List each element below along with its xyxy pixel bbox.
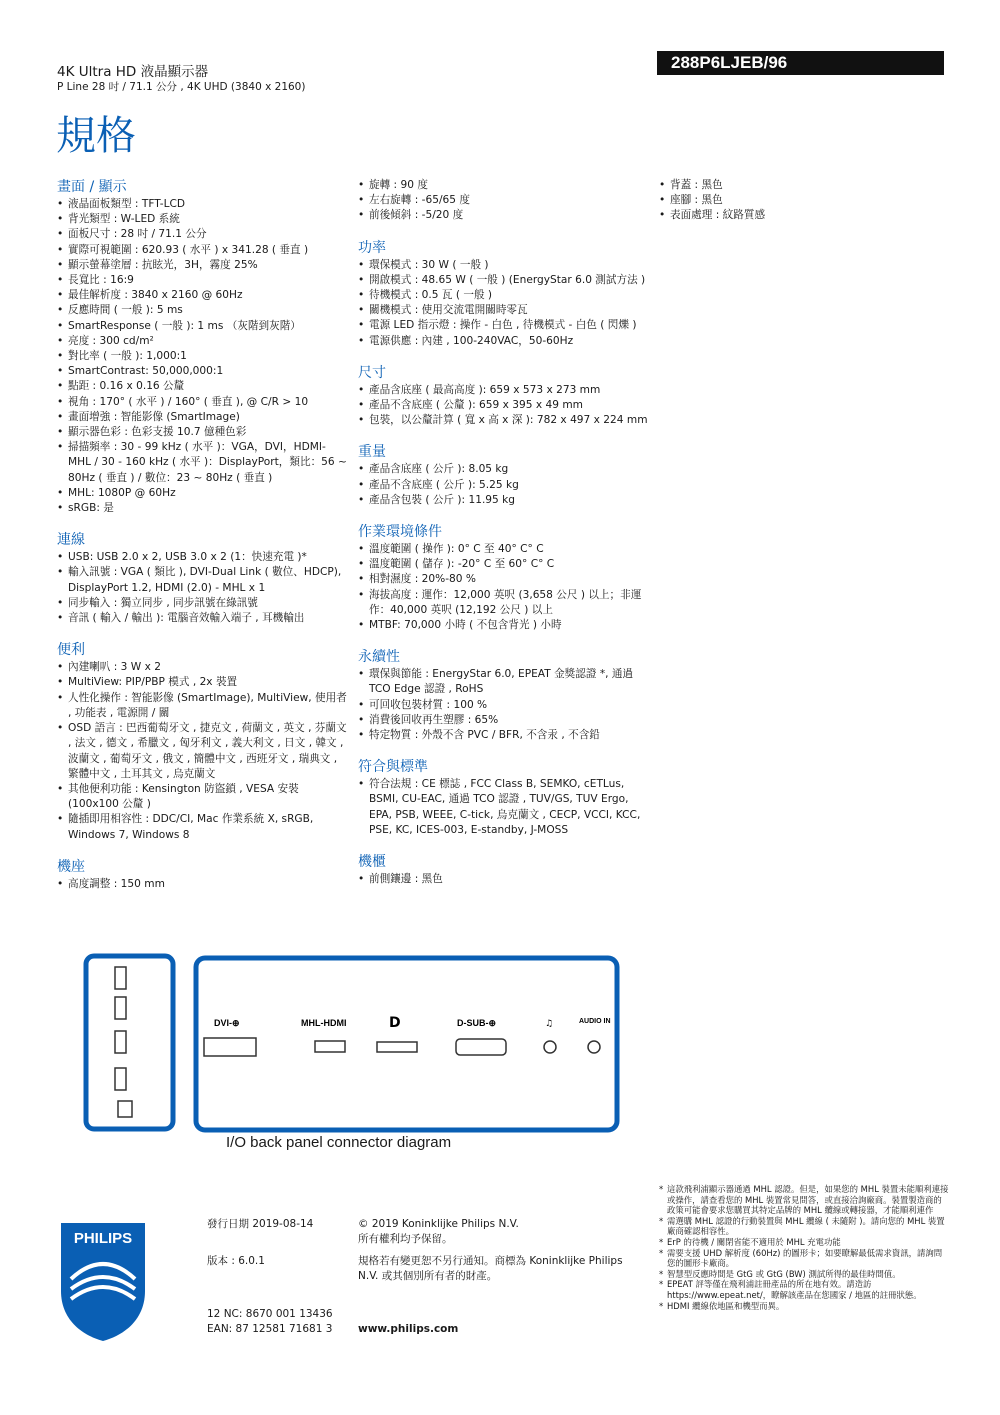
section-heading: 畫面 / 顯示 [57,179,127,195]
spec-item: • 環保模式 : 30 W ( 一般 ) [358,258,648,273]
spec-item: • 顯示螢幕塗層 : 抗眩光，3H，霧度 25% [57,258,347,273]
disclaimer: 規格若有變更恕不另行通知。商標為 Koninklijke Philips N.V. 或其個別所有者的財產。 [358,1255,623,1282]
spec-item: • 高度調整 : 150 mm [57,877,347,892]
spec-item: • 其他便利功能 : Kensington 防盜鎖 , VESA 安裝 (100x100 公釐 ) [57,782,347,812]
spec-section [358,178,648,224]
spec-item: • 顯示器色彩 : 色彩支援 10.7 億種色彩 [57,425,347,440]
spec-item: • 背光類型 : W-LED 系統 [57,212,347,227]
connector-diagram [83,953,623,1143]
spec-item: • 液晶面板類型 : TFT-LCD [57,197,347,212]
footnote: * EPEAT 評等僅在飛利浦註冊產品的所在地有效。請造訪 https://www.epeat.net/，瞭解該產品在您國家 / 地區的註冊狀態。 [659,1279,949,1300]
spec-item: • 音訊 ( 輸入 / 輸出 ): 電腦音效輸入端子 , 耳機輸出 [57,611,347,626]
spec-item: • 表面處理 : 紋路質感 [659,208,949,223]
diagram-caption: I/O back panel connector diagram [226,1134,452,1151]
spec-item: • 畫面增強 : 智能影像 (SmartImage) [57,410,347,425]
spec-item: • 面板尺寸 : 28 吋 / 71.1 公分 [57,227,347,242]
spec-item: • SmartResponse ( 一般 ): 1 ms （灰階到灰階） [57,319,347,334]
spec-section [57,178,347,516]
product-title: 4K Ultra HD 液晶顯示器 [57,64,209,80]
spec-item: • 包裝，以公釐計算 ( 寬 x 高 x 深 ): 782 x 497 x 224 mm [358,413,648,428]
philips-logo [57,1219,149,1343]
spec-section [57,641,347,842]
spec-item: • 相對濕度 : 20%-80 % [358,572,648,587]
spec-item: • 電源 LED 指示燈 : 操作 - 白色 , 待機模式 - 白色 ( 閃爍 ) [358,318,648,333]
spec-item: • 前側鑲邊 : 黑色 [358,872,648,887]
spec-item: • sRGB: 是 [57,501,347,516]
section-heading: 符合與標準 [358,759,428,776]
spec-item: • 座腳 : 黑色 [659,193,949,208]
spec-item: • USB: USB 2.0 x 2, USB 3.0 x 2 (1：快速充電 )* [57,550,347,565]
spec-item: • 前後傾斜 : -5/20 度 [358,208,648,223]
spec-item: • 實際可視範圍 : 620.93 ( 水平 ) x 341.28 ( 垂直 ) [57,243,347,258]
spec-item: • 人性化操作 : 智能影像 (SmartImage), MultiView, 使用者 , 功能表 , 電源開 / 關 [57,691,347,721]
spec-section [358,648,648,743]
port-label-hdmi: MHL-HDMI [301,1018,347,1028]
footnote: * HDMI 纜線依地區和機型而異。 [659,1301,949,1312]
section-heading: 功率 [358,239,386,256]
spec-column-1 [57,178,347,907]
spec-item: • 開啟模式 : 48.65 W ( 一般 ) (EnergyStar 6.0 測試方法 ) [358,273,648,288]
spec-item: • 左右旋轉 : -65/65 度 [358,193,648,208]
spec-section [358,853,648,887]
footnote: * 這款飛利浦顯示器通過 MHL 認證。但是，如果您的 MHL 裝置未能順利連接或操作，請查看您的 MHL 裝置常見問答，或直接洽詢廠商。裝置製造商的政策可能會要求您購買其特定品牌的 MHL 纜線或轉接器，才能順利連作 [659,1184,949,1216]
footnote: * 智慧型反應時間是 GtG 或 GtG (BW) 測試所得的最佳時間值。 [659,1269,949,1280]
spec-item: • 海拔高度 : 運作：12,000 英呎 (3,658 公尺 ) 以上；非運作：40,000 英呎 (12,192 公尺 ) 以上 [358,588,648,618]
dvi-port-icon [204,1038,256,1056]
usb-port-icon [115,967,132,1117]
spec-item: • 特定物質 : 外殼不含 PVC / BFR, 不含汞 , 不含鉛 [358,728,648,743]
section-heading: 連線 [57,532,85,549]
spec-item: • 隨插即用相容性 : DDC/CI, Mac 作業系統 X, sRGB, Windows 7, Windows 8 [57,812,347,842]
model-number-badge: 288P6LJEB/96 [657,51,944,75]
spec-item: • 待機模式 : 0.5 瓦 ( 一般 ) [358,288,648,303]
spec-section [358,239,648,349]
section-heading: 尺寸 [358,364,386,381]
spec-item: • 背蓋 : 黑色 [659,178,949,193]
spec-item: • OSD 語言 : 巴西葡萄牙文 , 捷克文 , 荷蘭文 , 英文 , 芬蘭文 , 法文 , 德文 , 希臘文 , 匈牙利文 , 義大利文 , 日文 , 韓文 , 波蘭文 , 葡萄牙文 , 俄文 , 簡體中文 , 西班牙文 , 瑞典文 , 繁體中文 , 土耳其文 , 烏克蘭文 [57,721,347,782]
spec-item: • 對比率 ( 一般 ): 1,000:1 [57,349,347,364]
spec-section [358,364,648,429]
headphone-jack-icon [544,1041,556,1053]
spec-column-3 [659,178,949,239]
spec-item: • 反應時間 ( 一般 ): 5 ms [57,303,347,318]
footnotes [659,1184,949,1311]
version: 版本 : 6.0.1 [207,1255,265,1267]
spec-item: • 電源供應 : 內建 , 100-240VAC，50-60Hz [358,334,648,349]
svg-text:PHILIPS: PHILIPS [73,1230,133,1247]
section-heading: 便利 [57,642,85,659]
spec-section [358,443,648,508]
spec-section [358,758,648,838]
spec-column-2 [358,178,648,902]
page-title: 規格 [56,113,136,159]
issue-date: 發行日期 2019-08-14 [207,1218,314,1230]
spec-item: • 關機模式 : 使用交流電開關時零瓦 [358,303,648,318]
port-label-audio: AUDIO IN [579,1018,611,1025]
spec-item: • 溫度範圍 ( 儲存 ): -20° C 至 60° C° C [358,557,648,572]
spec-item: • 視角 : 170° ( 水平 ) / 160° ( 垂直 ), @ C/R > 10 [57,395,347,410]
hdmi-port-icon [315,1041,345,1052]
spec-item: • 輸入訊號 : VGA ( 類比 ), DVI-Dual Link ( 數位、HDCP), DisplayPort 1.2, HDMI (2.0) - MHL x 1 [57,565,347,595]
spec-item: • MultiView: PIP/PBP 模式 , 2x 裝置 [57,675,347,690]
spec-item: • 長寬比 : 16:9 [57,273,347,288]
spec-item: • 點距 : 0.16 x 0.16 公釐 [57,379,347,394]
nc-number: 12 NC: 8670 001 13436 [207,1308,333,1320]
spec-item: • 產品不含底座 ( 公斤 ): 5.25 kg [358,478,648,493]
spec-section [358,523,648,633]
spec-item: • 內建喇叭 : 3 W x 2 [57,660,347,675]
dsub-port-icon [456,1039,506,1055]
spec-item: • MTBF: 70,000 小時 ( 不包含背光 ) 小時 [358,618,648,633]
port-label-dsub: D-SUB-⊕ [457,1018,497,1028]
spec-item: • 同步輸入 : 獨立同步 , 同步訊號在綠訊號 [57,596,347,611]
audio-in-jack-icon [588,1041,600,1053]
displayport-port-icon [377,1042,417,1052]
ean-number: EAN: 87 12581 71681 3 [207,1323,333,1335]
spec-item: • 亮度 : 300 cd/m² [57,334,347,349]
spec-item: • 消費後回收再生塑膠 : 65% [358,713,648,728]
section-heading: 作業環境條件 [358,524,442,541]
footnote: * ErP 的待機 / 關閉省能不適用於 MHL 充電功能 [659,1237,949,1248]
section-heading: 機櫃 [358,854,386,871]
spec-section [57,531,347,626]
spec-item: • 產品含底座 ( 公斤 ): 8.05 kg [358,462,648,477]
spec-section [57,858,347,892]
product-subtitle: P Line 28 吋 / 71.1 公分 , 4K UHD (3840 x 2160) [57,81,306,93]
website-link[interactable]: www.philips.com [358,1323,459,1335]
spec-item: • 旋轉 : 90 度 [358,178,648,193]
headphone-icon: ♫ [545,1019,554,1029]
spec-item: • 掃描頻率 : 30 - 99 kHz ( 水平 )：VGA，DVI，HDMI-MHL / 30 - 160 kHz ( 水平 )：DisplayPort，類比：56 ~ 80Hz ( 垂直 ) / 數位：23 ~ 80Hz ( 垂直 ) [57,440,347,486]
displayport-logo-icon: D [389,1015,401,1031]
section-heading: 永續性 [358,649,400,666]
spec-item: • 產品含底座 ( 最高高度 ): 659 x 573 x 273 mm [358,383,648,398]
spec-item: • MHL: 1080P @ 60Hz [57,486,347,501]
copyright: © 2019 Koninklijke Philips N.V. [358,1218,519,1230]
spec-item: • SmartContrast: 50,000,000:1 [57,364,347,379]
spec-item: • 產品不含底座 ( 公釐 ): 659 x 395 x 49 mm [358,398,648,413]
spec-item: • 可回收包裝材質 : 100 % [358,698,648,713]
spec-item: • 環保與節能 : EnergyStar 6.0, EPEAT 金獎認證 *, 通過 TCO Edge 認證 , RoHS [358,667,648,697]
spec-section [659,178,949,224]
section-heading: 重量 [358,444,386,461]
spec-item: • 產品含包裝 ( 公斤 ): 11.95 kg [358,493,648,508]
port-label-dvi: DVI-⊕ [214,1018,240,1028]
spec-item: • 最佳解析度 : 3840 x 2160 @ 60Hz [57,288,347,303]
footnote: * 需要支援 UHD 解析度 (60Hz) 的圖形卡；如要瞭解最低需求資訊，請詢問您的圖形卡廠商。 [659,1248,949,1269]
rights-reserved: 所有權利均予保留。 [358,1233,453,1245]
spec-item: • 符合法規 : CE 標誌 , FCC Class B, SEMKO, cETLus, BSMI, CU-EAC, 通過 TCO 認證 , TUV/GS, TUV Ergo, EPA, PSB, WEEE, C-tick, 烏克蘭文 , CECP, VCCI, KCC, PSE, KC, ICES-003, E-standby, J-MOSS [358,777,648,838]
footnote: * 需選購 MHL 認證的行動裝置與 MHL 纜線 ( 未隨附 )。請向您的 MHL 裝置廠商確認相容性。 [659,1216,949,1237]
spec-item: • 溫度範圍 ( 操作 ): 0° C 至 40° C° C [358,542,648,557]
section-heading: 機座 [57,858,85,875]
